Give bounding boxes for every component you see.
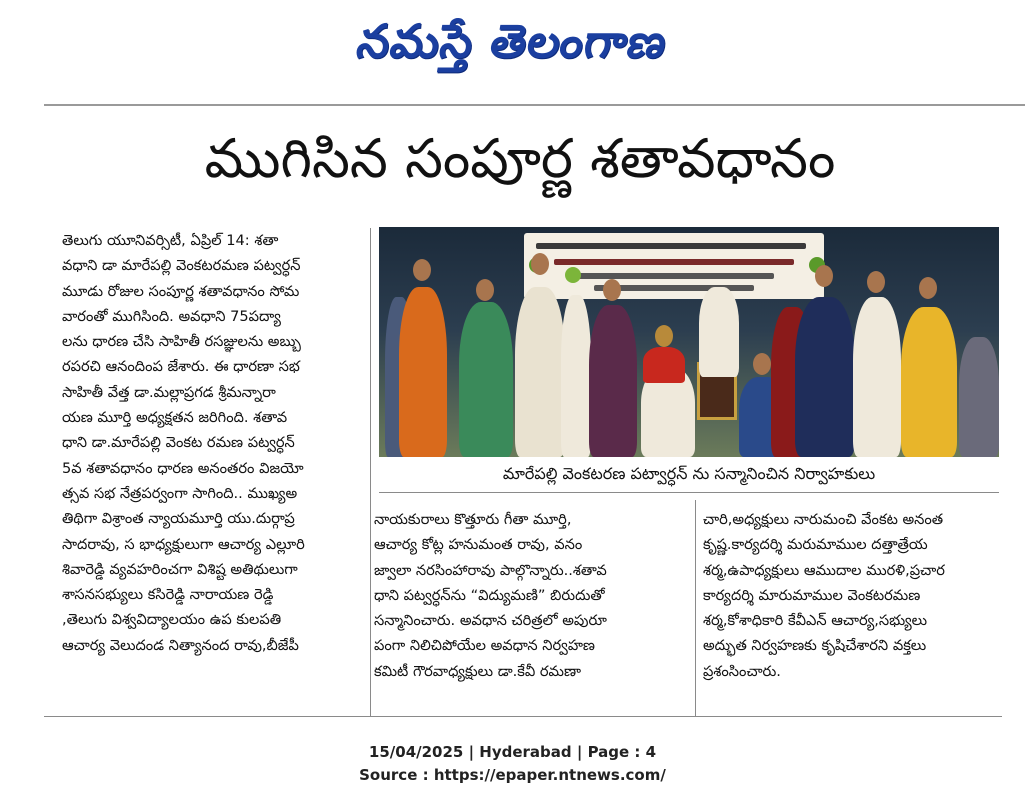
text-line: ,తెలుగు విశ్వవిద్యాలయం ఉప కులపతి (62, 611, 282, 629)
text-line: తిథిగా విశ్రాంత న్యాయమూర్తి యు.దుర్గాప్ర (62, 510, 295, 528)
photo-caption: మారేపల్లి వెంకటరణ పట్వార్ధన్ ను సన్మానించిన నిర్వాహకులు (502, 464, 876, 483)
footer-divider (44, 716, 1002, 717)
text-line: కమిటీ గౌరవాధ్యక్షులు డా.కేవీ రమణా (374, 662, 581, 680)
text-line: తెలుగు యూనివర్సిటీ, ఏప్రిల్ 14: శతా (62, 232, 279, 249)
event-photo (379, 227, 999, 457)
text-line: నాయకురాలు కొత్తూరు గీతా మూర్తి, (374, 511, 572, 528)
text-line: శర్మ,కోశాధికారి కేవీఎన్ ఆచార్య,సభ్యులు (703, 612, 928, 630)
text-line: వధాని డా మారేపల్లి వెంకటరమణ పట్వర్ధన్ (62, 257, 301, 275)
text-line: కార్యదర్శి మారుమాముల వెంకటరమణ (703, 586, 921, 604)
text-line: సాహితీ వేత్త డా.మల్లాప్రగడ శ్రీమన్నారా (62, 383, 276, 401)
text-line: ధాని డా.మారేపల్లి వెంకట రమణ పట్వర్ధన్ (62, 434, 295, 452)
text-line: శాసనసభ్యులు కసిరెడ్డి నారాయణ రెడ్డి (62, 586, 274, 604)
text-line: మూడు రోజుల సంపూర్ణ శతావధానం సోమ (62, 282, 300, 300)
text-line: యణ మూర్తి అధ్యక్షతన జరిగింది. శతావ (62, 409, 288, 427)
masthead-logo: నమస్తే తెలంగాణ (353, 14, 672, 68)
photo-banner (524, 233, 824, 299)
text-line: శర్మ,ఉపాధ్యక్షులు ఆముదాల మురళి,ప్రచార (703, 561, 945, 579)
text-line: వారంతో ముగిసింది. అవధాని 75పద్యా (62, 307, 281, 325)
edition-info: 15/04/2025 | Hyderabad | Page : 4 (368, 743, 657, 761)
text-line: లను ధారణ చేసి సాహితీ రసజ్ఞులను అబ్బు (62, 333, 301, 351)
text-line: ఆచార్య కోట్ల హనుమంత రావు, వనం (374, 536, 583, 554)
text-line: రపరచి ఆనందింప జేశారు. ఈ ధారణా సభ (62, 358, 300, 376)
column-divider (695, 500, 696, 716)
article-column-1 (62, 228, 358, 714)
text-line: త్సవ సభ నేత్రపర్వంగా సాగింది.. ముఖ్యఅ (62, 484, 298, 502)
text-line: కృష్ణ.కార్యదర్శి మరుమాముల దత్తాత్రేయ (703, 536, 928, 554)
text-line: ధాని పట్వర్ధన్‌ను “విద్యుమణి” బిరుదుతో (374, 586, 605, 604)
text-line: పంగా నిలిచిపోయేల అవధాన నిర్వహణ (374, 637, 595, 655)
text-line: 5వ శతావధానం ధారణ అనంతరం విజయో (62, 459, 304, 477)
text-line: ప్రశంసించారు. (703, 662, 781, 680)
text-line: అద్భుత నిర్వహణకు కృషిచేశారని వక్తలు (703, 637, 927, 655)
text-line: సన్మానించారు. అవధాన చరిత్రలో అపురూ (374, 612, 607, 630)
column-divider (370, 228, 371, 716)
article-headline: ముగిసిన సంపూర్ణ శతావధానం (204, 127, 836, 190)
text-line: శివారెడ్డి వ్యవహరించగా విశిష్ట అతిథులుగా (62, 560, 298, 578)
text-line: ఆచార్య వెలుదండ నిత్యానంద రావు,బీజేపీ (62, 636, 299, 654)
text-line: చారి,అధ్యక్షులు నారుమంచి వేంకట అనంత (703, 511, 944, 528)
text-line: జ్వాలా నరసింహారావు పాల్గొన్నారు..శతావ (374, 561, 607, 579)
source-link[interactable]: Source : https://epaper.ntnews.com/ (359, 766, 666, 784)
caption-divider (379, 492, 999, 493)
article-column-2 (374, 507, 686, 707)
text-line: సాదరావు, స భాధ్యక్షులుగా ఆచార్య ఎల్లూరి (62, 535, 305, 553)
article-column-3 (703, 507, 999, 707)
masthead (0, 0, 1025, 84)
masthead-divider (44, 104, 1025, 106)
